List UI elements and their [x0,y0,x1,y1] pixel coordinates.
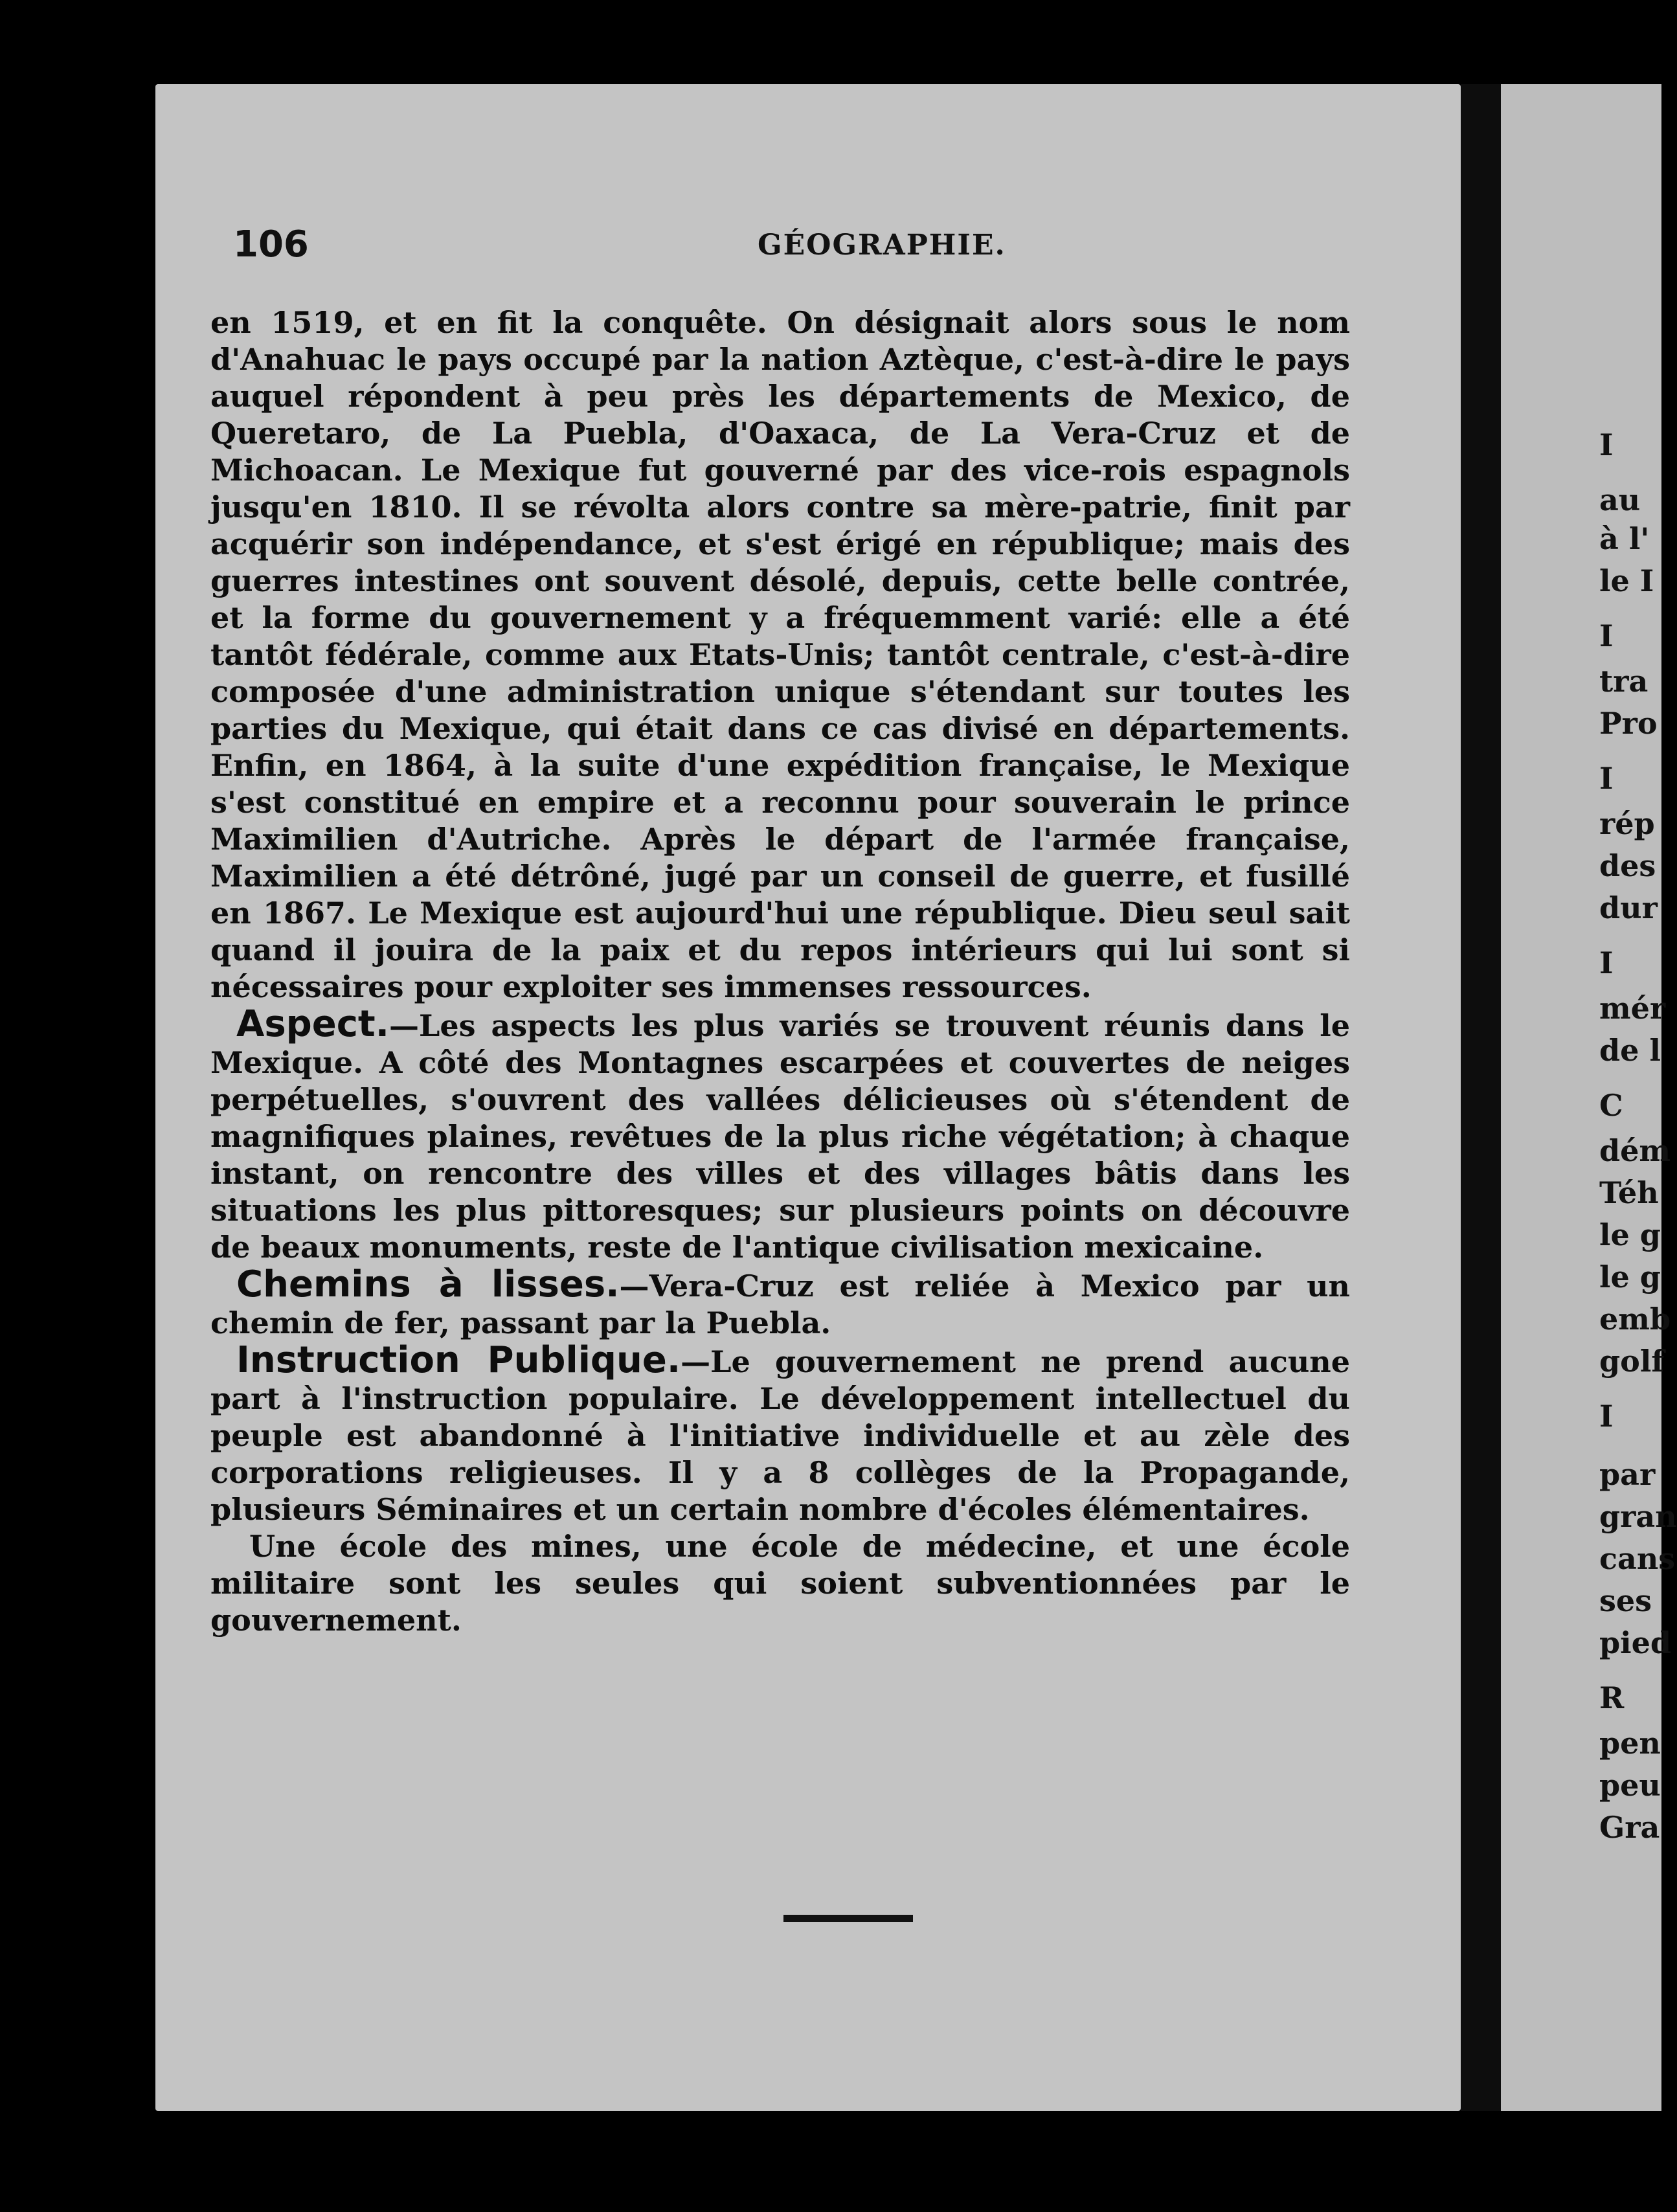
right-fragment: pen [1599,1726,1661,1761]
right-fragment: Gra [1599,1810,1660,1845]
right-fragment: ses [1599,1583,1652,1618]
right-fragment: au [1599,482,1641,517]
right-fragment: rép [1599,806,1655,841]
closing-paragraph: Une école des mines, une école de médecine, et une école militaire sont les seules qui soient subventionnées par le gouvernement. [210,1529,1350,1638]
section-heading-aspect: Aspect. [236,1003,389,1045]
right-fragment: pied [1599,1625,1672,1660]
right-page-fragments [1599,0,1677,2212]
book-gutter [1461,84,1501,2111]
right-fragment: par [1599,1457,1656,1492]
right-fragment: I [1599,761,1614,796]
section-text-chemins: —Vera-Cruz est reliée à Mexico par un chemin de fer, passant par la Puebla. [210,1269,1350,1340]
section-heading-instruction: Instruction Publique. [236,1339,681,1381]
right-fragment: le g [1599,1217,1661,1252]
right-fragment: mér [1599,991,1666,1026]
right-fragment: à l' [1599,521,1650,556]
section-aspect [210,1003,1350,1266]
running-head: GÉOGRAPHIE. [758,229,1006,262]
right-fragment: I [1599,945,1614,980]
right-fragment: I [1599,1399,1614,1434]
right-fragment: des [1599,848,1656,883]
right-fragment: I [1599,618,1614,653]
right-fragment: peu [1599,1768,1661,1803]
right-fragment: le g [1599,1259,1661,1294]
page-number: 106 [233,223,309,265]
page-header [233,223,1347,275]
page-body [210,304,1350,1639]
right-fragment: I [1599,427,1614,462]
right-fragment: dém [1599,1133,1671,1168]
section-text-aspect: —Les aspects les plus variés se trouvent réunis dans le Mexique. A côté des Montagnes escarpées et couvertes de neiges perpétuelles, s'ouvrent des vallées délicieuses où s'étendent de magnifiques plaines, revêtues de la plus riche végétation; à chaque instant, on rencontre des villes et des villages bâtis dans les situations les plus pittoresques; sur plusieurs points on découvre de beaux monuments, reste de l'antique civilisation mexicaine. [210,1008,1350,1265]
end-rule [783,1915,913,1922]
section-text-instruction: —Le gouvernement ne prend aucune part à l'instruction populaire. Le développement intellectuel du peuple est abandonné à l'initiative individuelle et au zèle des corporations religieuses. Il y a 8 collèges de la Propagande, plusieurs Séminaires et un certain nombre d'écoles élémentaires. [210,1344,1350,1527]
right-fragment: dur [1599,890,1658,925]
right-fragment: golf [1599,1344,1665,1379]
right-fragment: de l [1599,1033,1661,1068]
intro-paragraph: en 1519, et en fit la conquête. On désignait alors sous le nom d'Anahuac le pays occupé par la nation Aztèque, c'est-à-dire le pays auquel répondent à peu près les départements de Mexico, de Queretaro, de La Puebla, d'Oaxaca, de La Vera-Cruz et de Michoacan. Le Mexique fut gouverné par des vice-rois espagnols jusqu'en 1810. Il se révolta alors contre sa mère-patrie, finit par acquérir son indépendance, et s'est érigé en république; mais des guerres intestines ont souvent désolé, depuis, cette belle contrée, et la forme du gouvernement y a fréquemment varié: elle a été tantôt fédérale, comme aux Etats-Unis; tantôt centrale, c'est-à-dire composée d'une administration unique s'étendant sur toutes les parties du Mexique, qui était dans ce cas divisé en départements. Enfin, en 1864, à la suite d'une expédition française, le Mexique s'est constitué en empire et a reconnu pour souverain le prince Maximilien d'Autriche. Après le départ de l'armée française, Maximilien a été détrôné, jugé par un conseil de guerre, et fusillé en 1867. Le Mexique est aujourd'hui une république. Dieu seul sait quand il jouira de la paix et du repos intérieurs qui lui sont si nécessaires pour exploiter ses immenses ressources. [210,305,1350,1004]
right-fragment: emb [1599,1302,1671,1337]
right-fragment: R [1599,1680,1625,1715]
right-fragment: tra [1599,664,1649,699]
right-fragment: Pro [1599,706,1658,741]
right-fragment: gran [1599,1499,1677,1534]
section-heading-chemins: Chemins à lisses. [236,1263,620,1305]
right-fragment: Téh [1599,1175,1659,1210]
section-chemins [210,1263,1350,1342]
right-fragment: le I [1599,563,1654,598]
right-fragment: C [1599,1088,1623,1123]
section-instruction [210,1339,1350,1528]
right-fragment: cans [1599,1541,1676,1576]
